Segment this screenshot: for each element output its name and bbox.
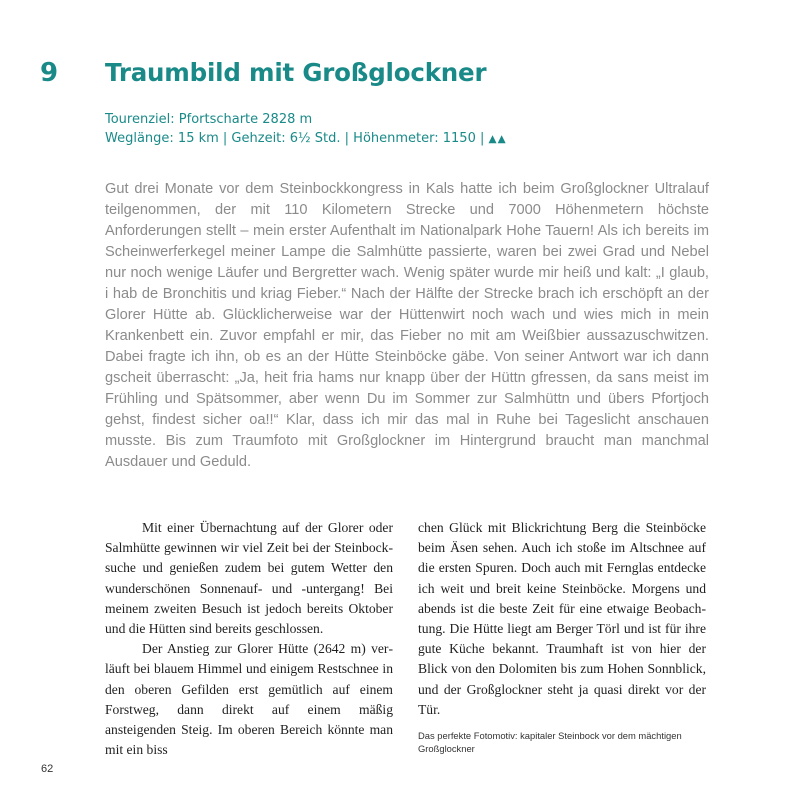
body-column-right [418, 518, 706, 755]
tour-destination: Tourenziel: Pfortscharte 2828 m [105, 112, 313, 127]
intro-text [105, 179, 709, 473]
body-paragraph: chen Glück mit Blickrichtung Berg die Steinböcke beim Äsen sehen. Auch ich stoße im Altschnee auf die ersten Spuren. Doch auch mit Fernglas entdecke ich weit und breit keine Steinböcke. Morgens und abends ist die beste Zeit für eine etwaige Beobachtung. Die Hütte liegt am Berger Törl und ist für ihre gute Küche bekannt. Traumhaft ist von hier der Blick von den Dolomiten bis zum Hohen Sonnblick, und der Großglockner steht ja quasi direkt vor der Tür. [418, 520, 706, 717]
chapter-number: 9 [40, 58, 60, 88]
tour-info [105, 111, 507, 148]
tour-stats-text: Weglänge: 15 km | Gehzeit: 6½ Std. | Höhenmeter: 1150 | [105, 130, 485, 146]
difficulty-triangle-icon: ▲▲ [488, 132, 507, 145]
body-paragraph: Mit einer Übernachtung auf der Glorer oder Salmhütte gewinnen wir viel Zeit bei der Steinbocksuche und genießen zudem bei gutem Wetter den wunderschönen Sonnenauf- und -untergang! Bei meinem zweiten Besuch ist jedoch bereits Oktober und die Hütten sind bereits geschlossen. [105, 520, 393, 637]
body-column-left [105, 518, 393, 760]
tour-stats [105, 130, 507, 149]
photo-caption: Das perfekte Fotomotiv: kapitaler Steinbock vor dem mächtigen Großglockner [418, 730, 682, 754]
page-number: 62 [41, 763, 54, 775]
body-paragraph: Der Anstieg zur Glorer Hütte (2642 m) verläuft bei blauem Himmel und einigem Restschnee in den oberen Gefilden erst gemütlich auf einem Forstweg, dann direkt auf einem mäßig ansteigenden Steig. Im oberen Bereich könnte man mit ein biss [105, 641, 393, 758]
intro-paragraph: Gut drei Monate vor dem Steinbockkongress in Kals hatte ich beim Großglockner Ultralauf teilgenommen, der mit 110 Kilometern Strecke und 7000 Höhenmetern höchste Anforderungen stellt – mein erster Aufenthalt im Nationalpark Hohe Tauern! Als ich bereits im Scheinwerferkegel meiner Lampe die Salmhütte passierte, waren bei zwei Grad und Nebel nur noch wenige Läufer und Bergretter wach. Wenig später wurde mir heiß und kalt: „I glaub, i hab de Bronchitis und kriag Fieber.“ Nach der Hälfte der Strecke brach ich erschöpft an der Glorer Hütte ab. Glücklicherweise war der Hüttenwirt noch wach und wies mich in mein Krankenbett ein. Zuvor empfahl er mir, das Fieber no mit am Weißbier aussazuschwitzen. Dabei fragte ich ihn, ob es an der Hütte Steinböcke gäbe. Von seiner Antwort war ich dann gscheit überrascht: „Ja, heit fria hams nur knapp über der Hüttn gfressen, da sans meist im Frühling und Spätsommer, aber wenn Du im Sommer zur Salmhüttn und übers Pfortjoch gehst, findest sicher oa!!“ Klar, dass ich mir das mal in Ruhe bei Tageslicht anschauen musste. Bis zum Traumfoto mit Großglockner im Hintergrund braucht man manchmal Ausdauer und Geduld. [105, 181, 709, 470]
chapter-title: Traumbild mit Großglockner [105, 58, 487, 87]
